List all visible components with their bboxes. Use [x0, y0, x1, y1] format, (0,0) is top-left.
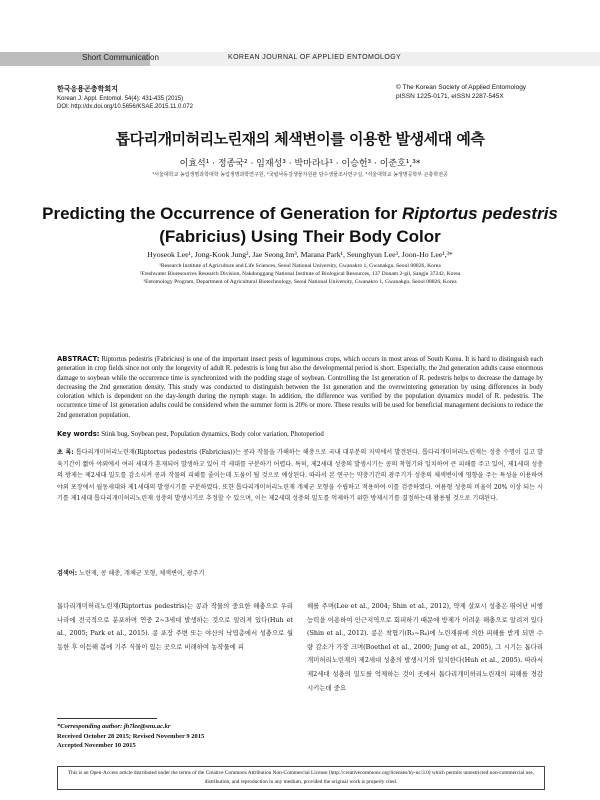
keywords-kr-text: 노린재, 콩 해충, 개체군 모형, 체색변이, 광주기: [79, 570, 205, 577]
title-en: [40, 202, 560, 248]
abstract-en: [57, 355, 543, 420]
authors-kr: 이효석¹ · 정종국² · 임재성³ · 박마라나¹ · 이승헌³ · 이준호¹,³*: [179, 159, 421, 169]
journal-kr: 한국응용곤충학회지: [57, 86, 118, 93]
header-band: [0, 52, 600, 66]
title-en-species: Riptortus pedestris: [402, 204, 558, 223]
authors-en: Hyoseok Lee¹, Jong-Kook Jung², Jae Seong Im³, Marana Park¹, Seunghyun Lee³, Joon-Ho Lee¹,³*: [147, 250, 453, 259]
affiliation-1: ¹Research Institute of Agriculture and Life Sciences, Seoul National University, Gwanakro 1, Gwanakgu, Seoul 08826, Korea: [159, 263, 441, 269]
abstract-kr-text: 톱다리개미허리노린재(Riptortus pedestris (Fabricius))는 콩과 작물을 가해하는 해충으로 국내 대부분의 지역에서 발견된다. 톱다리개미허리노린재는 성충 수명이 길고 발육기간이 짧아 야외에서 여러 세대가 혼재되어 발생하고 있어 각 세대를 구분하기 어렵다. 특히, 제2세대 성충의 발생시기는 콩의 착협기와 일치하여 큰 피해를 주고 있어, 제1세대 성충의 방제는 제2세대 밀도를 감소시켜 콩과 작물의 피해를 줄이는데 도움이 될 것으로 예상된다. 따라서 본 연구는 약충기간의 광주기가 성충의 체색변이에 영향을 주는 특성을 이용하여 야외 포장에서 월동세대와 제1세대의 발생시기를 구분하였다. 또한 톱다리개미허리노린재 개체군 모형을 수립하고 적용하여 이를 검증하였다. 여름형 성충의 비율이 20% 이상 되는 시기를 제1세대 톱다리개미허리노린재 성충의 발생시기로 추정할 수 있으며, 이는 제2세대 성충의 밀도를 억제하기 위한 방제시기를 결정하는데 활용될 것으로 기대된다.: [57, 449, 543, 503]
keywords-kr-label: 검색어:: [57, 570, 78, 577]
title-en-part2: (Fabricius) Using Their Body Color: [159, 227, 441, 246]
citation-block: [57, 86, 193, 112]
affiliation-3: ³Entomology Program, Department of Agricultural Biotechnology, Seoul National University, Gwanakro 1, Gwanakgu, Seoul 08826, Korea: [143, 279, 457, 285]
abstract-kr: [57, 447, 543, 505]
received-date: Received October 28 2015; Revised November 9 2015: [57, 732, 205, 740]
footnote-divider: [57, 718, 157, 719]
doi-link[interactable]: DOI: http://dx.doi.org/10.5656/KSAE.2015.11.0.072: [57, 104, 193, 110]
abstract-label: ABSTRACT:: [57, 355, 100, 363]
abstract-kr-label: 초 록:: [57, 449, 74, 456]
issn: pISSN 1225-0171, eISSN 2287-545X: [396, 92, 504, 100]
corresponding-author[interactable]: *Corresponding author: jh7lee@snu.ac.kr: [57, 723, 171, 730]
keywords-text: Stink bug, Soybean pest, Population dynamics, Body color variation, Photoperiod: [101, 431, 324, 438]
society-block: [396, 84, 526, 101]
keywords-kr: [57, 568, 543, 577]
accepted-date: Accepted November 10 2015: [57, 742, 136, 750]
affiliations-kr: ¹서울대학교 농업생명과학대학 농업생명과학연구원, ²국립낙동강생물자원관 담수생물조사연구실, ³서울대학교 농생명공학부 곤충학전공: [152, 172, 448, 178]
affiliation-2: ²Freshwater Bioresources Research Division, Nakdonggang National Institute of Biological Resources, 137 Donam 2-gil, Sangju 37242, Korea: [139, 271, 461, 277]
citation-ref: Korean J. Appl. Entomol. 54(4): 431-435 (2015): [57, 95, 184, 102]
section-label: Short Communication: [82, 53, 159, 62]
keywords-label: Key words:: [57, 430, 100, 438]
title-kr: 톱다리개미허리노린재의 체색변이를 이용한 발생세대 예측: [115, 130, 485, 148]
body-column-left: 톱다리개미허리노린재(Riptortus pedestris)는 콩과 작물의 중요한 해충으로 우리나라에 전국적으로 분포하며 연중 2~3세대 발생하는 것으로 알려져 있다(Huh et al., 2005; Park et al., 2015). 콩 포장 주변 또는 야산의 낙엽층에서 성충으로 월동한 후 이듬해 봄에 기주 식물이 있는 곳으로 비래하여 농작물에 피: [57, 602, 293, 651]
copyright: © The Korean Society of Applied Entomology: [396, 84, 527, 91]
title-en-part1: Predicting the Occurrence of Generation for: [42, 204, 403, 223]
footnote: [57, 722, 204, 751]
journal-name: KOREAN JOURNAL OF APPLIED ENTOMOLOGY: [228, 54, 402, 61]
body-column-right: 해를 주며(Lee et al., 2004; Shin et al., 2012), 약제 살포시 성충은 뛰어난 비행능력을 이용하여 인근지역으로 회피하기 때문에 방제가 어려운 해충으로 알려져 있다(Shin et al., 2012). 콩은 착협기(R₃~R₄)에 노린재류에 의한 피해를 받게 되면 수량 감소가 가장 크며(Boethel et al., 2000; Jung et al., 2005), 그 시기는 톱다리개미허리노린재의 제2세대 성충의 발생시기와 일치한다(Huh et al., 2005). 따라서 제2세대 성충의 밀도를 억제하는 것이 곳에서 톱다리개미허리노린재의 피해를 경감시키는데 중요: [307, 602, 543, 692]
open-access-notice: This is an Open-Access article distributed under the terms of the Creative Commons Attribution Non-Commercial License (http://creativecommons.org/licenses/by-nc/3.0) which permits unrestricted non-commercial use, distribution, and reproduction in any medium, provided the original work is properly cited.: [57, 766, 545, 790]
abstract-text: Riptortus pedestris (Fabricius) is one of the important insect pests of leguminous crops, which occurs in most areas of South Korea. It is hard to distinguish each generation in crop fields since not only the longevity of adult R. pedestris is long but also the developmental period is short. Especially, the 2nd generation adults cause enormous damage to soybean while the occurrence time is synchronized with the podding stage of soybean. Controlling the 1st generation of R. pedestris helps to decrease the damage by decreasing the 2nd generation density. This study was conducted to distinguish between the 1st generation and the overwintering generation by using differences in body coloration which is dependent on the day-length during the nymph stage. In addition, the difference was verified by the population dynamics model of R. pedestris. The occurrence time of 1st generation adults could be considered when the summer form is 20% or more. These results will be used for beneficial management decisions to reduce the 2nd generation population.: [57, 356, 543, 419]
keywords-en: [57, 430, 543, 438]
affiliations-en: [0, 262, 600, 286]
